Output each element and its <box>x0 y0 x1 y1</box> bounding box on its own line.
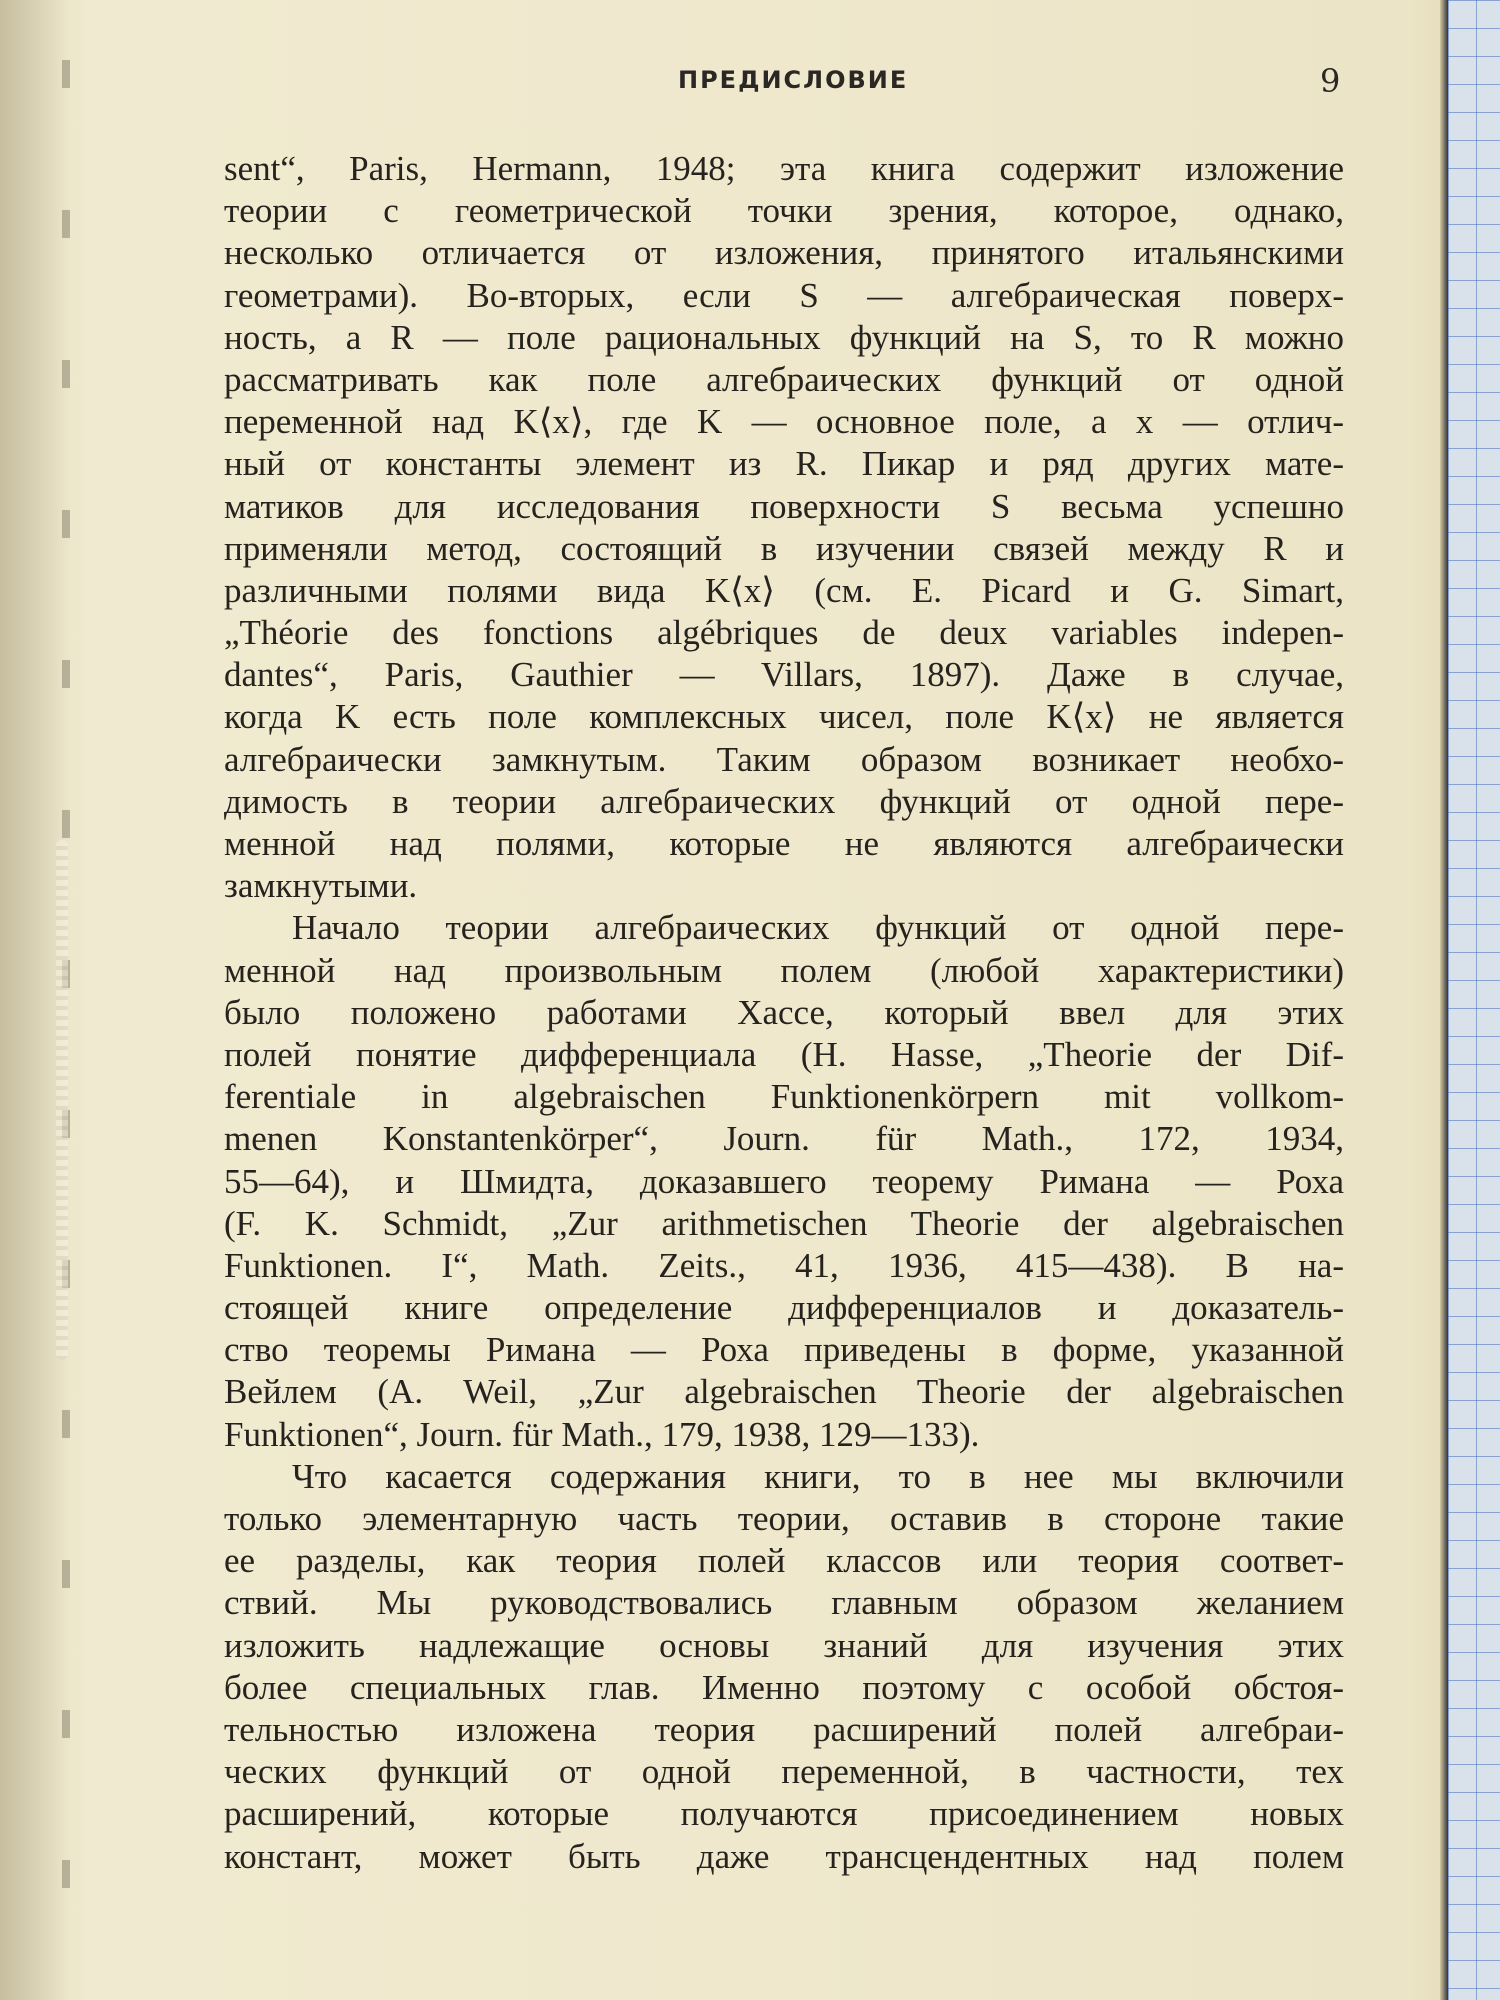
body-text <box>224 148 1344 1878</box>
text-line: тельностью изложена теория расширений полей алгебраи- <box>224 1709 1344 1749</box>
text-line: констант, может быть даже трансцендентных над полем <box>224 1836 1344 1876</box>
text-line: 55—64), и Шмидта, доказавшего теорему Римана — Роха <box>224 1161 1344 1201</box>
text-line: ее разделы, как теория полей классов или теория соответ- <box>224 1541 1344 1581</box>
text-line: различными полями вида K⟨x⟩ (см. E. Picard и G. Simart, <box>224 570 1344 610</box>
text-line: ческих функций от одной переменной, в частности, тех <box>224 1752 1344 1792</box>
paragraph-1 <box>224 148 1344 907</box>
paragraph-3 <box>224 1456 1344 1878</box>
text-line: расширений, которые получаются присоединением новых <box>224 1794 1344 1834</box>
paragraph-2 <box>224 907 1344 1455</box>
text-line: (F. K. Schmidt, „Zur arithmetischen Theorie der algebraischen <box>224 1203 1344 1243</box>
text-line: димость в теории алгебраических функций от одной пере- <box>224 781 1344 821</box>
text-line: стоящей книге определение дифференциалов и доказатель- <box>224 1288 1344 1328</box>
text-line: ferentiale in algebraischen Funktionenkörpern mit vollkom- <box>224 1077 1344 1117</box>
running-head: ПРЕДИСЛОВИЕ <box>678 66 909 94</box>
text-line: ность, а R — поле рациональных функций на S, то R можно <box>224 317 1344 357</box>
text-line: когда K есть поле комплексных чисел, поле K⟨x⟩ не является <box>224 697 1344 737</box>
text-line: Начало теории алгебраических функций от одной пере- <box>292 908 1344 948</box>
text-line: sent“, Paris, Hermann, 1948; эта книга содержит изложение <box>224 149 1344 188</box>
text-line: рассматривать как поле алгебраических функций от одной <box>224 359 1344 399</box>
text-line: ство теоремы Римана — Роха приведены в форме, указанной <box>224 1330 1344 1370</box>
text-line: менной над произвольным полем (любой характеристики) <box>224 950 1344 990</box>
text-line: было положено работами Хассе, который ввел для этих <box>224 992 1344 1032</box>
grid-paper-background <box>1448 0 1500 2000</box>
text-line: только элементарную часть теории, оставив в стороне такие <box>224 1499 1344 1538</box>
text-line: более специальных глав. Именно поэтому с особой обстоя- <box>224 1667 1344 1707</box>
text-line: несколько отличается от изложения, принятого итальянскими <box>224 233 1344 273</box>
text-line: dantes“, Paris, Gauthier — Villars, 1897). Даже в случае, <box>224 655 1344 695</box>
page-number: 9 <box>1320 62 1341 100</box>
text-line: теории с геометрической точки зрения, которое, однако, <box>224 191 1344 231</box>
text-line: полей понятие дифференциала (H. Hasse, „Theorie der Dif- <box>224 1034 1344 1074</box>
text-line: матиков для исследования поверхности S весьма успешно <box>224 486 1344 526</box>
text-line: алгебраически замкнутым. Таким образом возникает необхо- <box>224 739 1344 779</box>
text-line: Вейлем (A. Weil, „Zur algebraischen Theorie der algebraischen <box>224 1372 1344 1412</box>
text-line: ный от константы элемент из R. Пикар и ряд других мате- <box>224 444 1344 484</box>
text-line: ствий. Мы руководствовались главным образом желанием <box>224 1583 1344 1623</box>
text-line: Что касается содержания книги, то в нее мы включили <box>292 1456 1344 1496</box>
text-line: Funktionen“, Journ. für Math., 179, 1938, 129—133). <box>224 1414 980 1454</box>
text-line: переменной над K⟨x⟩, где K — основное поле, а x — отлич- <box>224 402 1344 442</box>
text-line: Funktionen. I“, Math. Zeits., 41, 1936, 415—438). В на- <box>224 1245 1344 1285</box>
text-line: геометрами). Во-вторых, если S — алгебраическая поверх- <box>224 275 1344 315</box>
text-line: „Théorie des fonctions algébriques de deux variables indepen- <box>224 613 1344 653</box>
text-line: менной над полями, которые не являются алгебраически <box>224 824 1344 863</box>
text-line: изложить надлежащие основы знаний для изучения этих <box>224 1625 1344 1665</box>
text-line: menen Konstantenkörper“, Journ. für Math., 172, 1934, <box>224 1119 1344 1159</box>
text-line: замкнутыми. <box>224 866 418 906</box>
text-line: применяли метод, состоящий в изучении связей между R и <box>224 528 1344 568</box>
